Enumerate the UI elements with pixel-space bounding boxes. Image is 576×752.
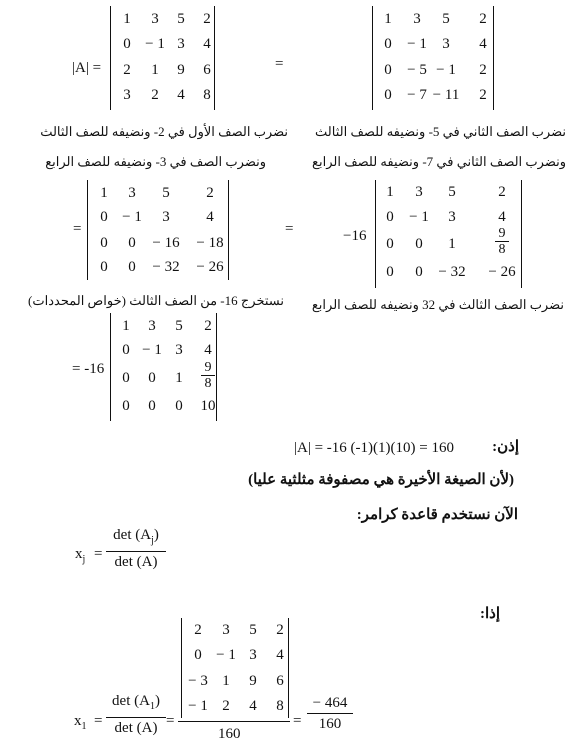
matrix-1-cell: 2 — [151, 87, 159, 103]
matrix-2-cell: 0 — [384, 87, 392, 103]
matrix-6 — [181, 618, 289, 718]
matrix-3-cell: − 18 — [196, 235, 224, 251]
matrix-6-cell: 1 — [222, 673, 230, 689]
matrix-5-cell: 0 — [175, 398, 183, 414]
matrix-5-cell: 0 — [122, 370, 130, 386]
step-caption-2a: ونضرب الصف في 3- ونضيفه للصف الرابع — [45, 154, 266, 169]
x1-denominator: 160 — [218, 726, 241, 742]
matrix-6-cell: 2 — [194, 622, 202, 638]
matrix-1-cell: 1 — [123, 11, 131, 27]
matrix-4-cell: 0 — [415, 264, 423, 280]
matrix-3-cell: − 1 — [122, 209, 142, 225]
fraction-nine-eighths — [201, 360, 215, 391]
x1-cramer-fraction: $\det (A_1)$ det (A) — [106, 692, 166, 737]
matrix-3-cell: 0 — [128, 235, 136, 251]
matrix-6-cell: − 3 — [188, 673, 208, 689]
matrix-4 — [375, 180, 522, 288]
matrix-1-cell: 1 — [151, 62, 159, 78]
matrix-1-cell: 3 — [151, 11, 159, 27]
matrix-2-cell: − 7 — [407, 87, 427, 103]
matrix-4-cell: 2 — [498, 184, 506, 200]
matrix-1-cell: 3 — [123, 87, 131, 103]
matrix-3-cell: 4 — [206, 209, 214, 225]
matrix-5 — [110, 313, 217, 421]
matrix-4-cell: 1 — [386, 184, 394, 200]
matrix-6-cell: 9 — [249, 673, 257, 689]
matrix-2-cell: − 5 — [407, 62, 427, 78]
matrix-3 — [87, 180, 229, 280]
matrix-4-cell: 0 — [386, 264, 394, 280]
step-caption-1a: نضرب الصف الأول في 2- ونضيفه للصف الثالث — [40, 124, 288, 139]
matrix-4-cell: 4 — [498, 209, 506, 225]
matrix-6-cell: − 1 — [216, 647, 236, 663]
matrix-1-cell: 8 — [203, 87, 211, 103]
matrix-1-cell: 4 — [177, 87, 185, 103]
matrix-6-cell: 5 — [249, 622, 257, 638]
fraction-denominator: 8 — [498, 242, 506, 257]
matrix-5-cell: 0 — [148, 370, 156, 386]
matrix-3-cell: 0 — [128, 259, 136, 275]
matrix-6-cell: 8 — [276, 698, 284, 714]
matrix-4-cell: 3 — [448, 209, 456, 225]
matrix-5-cell: 1 — [122, 318, 130, 334]
fraction-numerator: 9 — [204, 360, 212, 375]
matrix-3-cell: 3 — [128, 185, 136, 201]
matrix-1-cell: 4 — [203, 36, 211, 52]
matrix-6-cell: 3 — [222, 622, 230, 638]
matrix-6-cell: 4 — [249, 698, 257, 714]
matrix-6-cell: − 1 — [188, 698, 208, 714]
matrix-5-cell: − 1 — [142, 342, 162, 358]
matrix-2-cell: 2 — [479, 62, 487, 78]
scalar-minus-16: −16 — [343, 228, 367, 244]
xj-variable: $x_j$ — [75, 546, 86, 565]
matrix-4-cell: − 32 — [438, 264, 466, 280]
matrix-4-cell: 3 — [415, 184, 423, 200]
matrix-1-cell: 2 — [123, 62, 131, 78]
matrix-2-cell: 0 — [384, 62, 392, 78]
therefore-label: إذن: — [492, 439, 519, 455]
matrix-4-cell: 1 — [448, 236, 456, 252]
matrix-3-cell: 1 — [100, 185, 108, 201]
matrix-4-cell: − 1 — [409, 209, 429, 225]
matrix-4-cell: − 26 — [488, 264, 516, 280]
matrix-6-cell: 0 — [194, 647, 202, 663]
matrix-5-cell: 5 — [175, 318, 183, 334]
matrix-2-cell: 4 — [479, 36, 487, 52]
x1-equals: = — [94, 713, 103, 729]
matrix-2-cell: 2 — [479, 11, 487, 27]
matrix-3-cell: − 32 — [152, 259, 180, 275]
x1-equals-3: = — [293, 713, 302, 729]
matrix-5-cell: 10 — [200, 398, 216, 414]
abs-a-label: |A| = — [72, 60, 102, 76]
x1-variable: $x_1$ — [74, 713, 87, 732]
matrix-3-cell: 2 — [206, 185, 214, 201]
matrix-2 — [372, 6, 494, 110]
matrix-6-cell: 4 — [276, 647, 284, 663]
x1-result-fraction: − 464 160 — [307, 694, 353, 733]
matrix-2-cell: 5 — [442, 11, 450, 27]
matrix-1 — [110, 6, 215, 110]
matrix-5-cell: 2 — [204, 318, 212, 334]
step-caption-1b: نضرب الصف الثاني في 5- ونضيفه للصف الثالث — [315, 124, 566, 139]
matrix-1-cell: 6 — [203, 62, 211, 78]
matrix-3-cell: − 26 — [196, 259, 224, 275]
matrix-5-cell: 0 — [148, 398, 156, 414]
x1-equals-2: = — [166, 713, 175, 729]
step-caption-2b: ونضرب الصف الثاني في 7- ونضيفه للصف الرابع — [312, 154, 566, 169]
matrix-3-cell: 0 — [100, 235, 108, 251]
matrix-5-cell: 0 — [122, 342, 130, 358]
cramer-fraction: $\det (A_j)$ det (A) — [106, 526, 166, 571]
equals-sign-2: = — [73, 221, 82, 237]
matrix-6-cell: 2 — [222, 698, 230, 714]
matrix-1-cell: 5 — [177, 11, 185, 27]
matrix-2-cell: 1 — [384, 11, 392, 27]
matrix-1-cell: 9 — [177, 62, 185, 78]
matrix-5-cell: 1 — [175, 370, 183, 386]
matrix-3-cell: 3 — [162, 209, 170, 225]
matrix-4-cell: 0 — [415, 236, 423, 252]
matrix-2-cell: 2 — [479, 87, 487, 103]
matrix-6-cell: 2 — [276, 622, 284, 638]
matrix-5-cell: 4 — [204, 342, 212, 358]
matrix-5-cell: 3 — [148, 318, 156, 334]
matrix-2-cell: − 11 — [432, 87, 460, 103]
x1-fraction-bar — [178, 721, 290, 722]
upper-triangular-note: (لأن الصيغة الأخيرة هي مصفوفة مثلثية عليا) — [248, 472, 514, 488]
cramer-rule-intro: الآن نستخدم قاعدة كرامر: — [356, 507, 518, 523]
matrix-5-cell: 3 — [175, 342, 183, 358]
matrix-1-cell: − 1 — [145, 36, 165, 52]
xj-equals: = — [94, 546, 103, 562]
determinant-result: |A| = -16 (-1)(1)(10) = 160 — [294, 440, 454, 456]
fraction-numerator: 9 — [498, 226, 506, 241]
matrix-1-cell: 2 — [203, 11, 211, 27]
matrix-5-cell: 0 — [122, 398, 130, 414]
fraction-denominator: 8 — [204, 376, 212, 391]
equals-sign-1: = — [275, 56, 284, 72]
matrix-2-cell: 3 — [442, 36, 450, 52]
matrix-3-cell: − 16 — [152, 235, 180, 251]
matrix-4-cell: 0 — [386, 236, 394, 252]
hence-label: إذا: — [479, 606, 500, 622]
matrix-3-cell: 0 — [100, 209, 108, 225]
matrix-4-cell: 0 — [386, 209, 394, 225]
step-caption-3b: نضرب الصف الثالث في 32 ونضيفه للصف الرابع — [311, 297, 564, 312]
matrix-2-cell: − 1 — [407, 36, 427, 52]
fraction-nine-eighths — [495, 226, 509, 257]
matrix-2-cell: 0 — [384, 36, 392, 52]
matrix-6-cell: 6 — [276, 673, 284, 689]
equals-minus-16: = -16 — [72, 361, 105, 377]
matrix-3-cell: 5 — [162, 185, 170, 201]
matrix-4-cell: 5 — [448, 184, 456, 200]
matrix-1-cell: 0 — [123, 36, 131, 52]
step-caption-3a: نستخرج 16- من الصف الثالث (خواص المحددات) — [28, 293, 284, 308]
matrix-3-cell: 0 — [100, 259, 108, 275]
matrix-2-cell: − 1 — [436, 62, 456, 78]
equals-sign-3: = — [285, 221, 294, 237]
matrix-6-cell: 3 — [249, 647, 257, 663]
matrix-2-cell: 3 — [413, 11, 421, 27]
matrix-1-cell: 3 — [177, 36, 185, 52]
